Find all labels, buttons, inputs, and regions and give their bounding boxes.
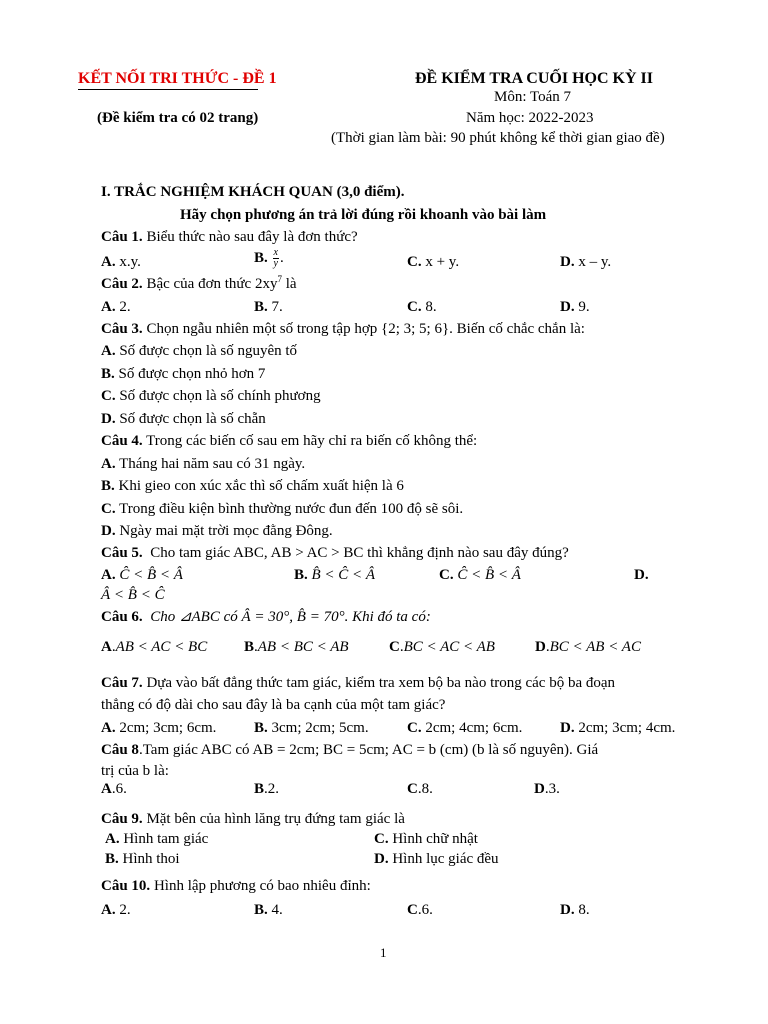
q2-option-d: D. 9. <box>560 299 590 315</box>
question-8: Câu 8.Tam giác ABC có AB = 2cm; BC = 5cm; AC = b (cm) (b là số nguyên). Giá <box>101 742 599 758</box>
q8-option-d: D.3. <box>534 781 560 797</box>
question-9: Câu 9. Mặt bên của hình lăng trụ đứng tam giác là <box>101 811 405 827</box>
q4-option-a: A. Tháng hai năm sau có 31 ngày. <box>101 456 306 472</box>
question-8-line-2: trị của b là: <box>101 763 169 779</box>
time-note: (Thời gian làm bài: 90 phút không kể thời gian giao đề) <box>331 130 665 146</box>
page-number: 1 <box>380 945 387 960</box>
q8-option-c: C.8. <box>407 781 433 797</box>
q2-option-a: A. 2. <box>101 299 131 315</box>
q3-option-b: B. Số được chọn nhỏ hơn 7 <box>101 366 266 382</box>
q3-option-d: D. Số được chọn là số chẵn <box>101 411 266 427</box>
school-year: Năm học: 2022-2023 <box>466 110 594 126</box>
q6-option-c: C.BC < AC < AB <box>389 639 495 655</box>
question-6: Câu 6. Cho ⊿ABC có Â = 30°, B̂ = 70°. Khi đó ta có: <box>101 609 431 625</box>
q4-option-c: C. Trong điều kiện bình thường nước đun đến 100 độ sẽ sôi. <box>101 501 464 517</box>
exam-title: ĐỀ KIỂM TRA CUỐI HỌC KỲ II <box>415 70 653 87</box>
q9-option-b: B. Hình thoi <box>105 851 180 867</box>
q4-option-b: B. Khi gieo con xúc xắc thì số chấm xuất hiện là 6 <box>101 478 404 494</box>
subject: Môn: Toán 7 <box>494 89 572 105</box>
q7-option-c: C. 2cm; 4cm; 6cm. <box>407 720 523 736</box>
q5-option-b: B. B̂ < Ĉ < Â <box>294 567 376 583</box>
q2-option-b: B. 7. <box>254 299 283 315</box>
q10-option-a: A. 2. <box>101 902 131 918</box>
question-10: Câu 10. Hình lập phương có bao nhiêu đỉnh: <box>101 878 371 894</box>
q1-option-d: D. x – y. <box>560 254 612 270</box>
q5-option-d-letter: D. <box>634 567 649 583</box>
question-7: Câu 7. Dựa vào bất đẳng thức tam giác, kiểm tra xem bộ ba nào trong các bộ ba đoạn <box>101 675 616 691</box>
q9-option-a: A. Hình tam giác <box>105 831 209 847</box>
q1-option-a: A. x.y. <box>101 254 141 270</box>
series-title: KẾT NỐI TRI THỨC - ĐỀ 1 <box>78 70 277 87</box>
q4-option-d: D. Ngày mai mặt trời mọc đằng Đông. <box>101 523 333 539</box>
q10-option-b: B. 4. <box>254 902 283 918</box>
pages-note: (Đề kiểm tra có 02 trang) <box>97 110 259 126</box>
fraction-x-over-y: $\frac{x}{y}$ <box>273 247 278 269</box>
q6-option-a: A.AB < AC < BC <box>101 639 208 655</box>
q5-option-a: A. Ĉ < B̂ < Â <box>101 567 183 583</box>
q1-option-b: B. $\frac{x}{y}$ . <box>254 247 284 269</box>
q7-option-d: D. 2cm; 3cm; 4cm. <box>560 720 676 736</box>
section-title: I. TRẮC NGHIỆM KHÁCH QUAN (3,0 điểm). <box>101 184 405 200</box>
q1-option-c: C. x + y. <box>407 254 460 270</box>
q8-option-a: A.6. <box>101 781 127 797</box>
question-1: Câu 1. Biểu thức nào sau đây là đơn thức? <box>101 229 358 245</box>
q3-option-a: A. Số được chọn là số nguyên tố <box>101 343 298 359</box>
section-instruction: Hãy chọn phương án trả lời đúng rồi khoanh vào bài làm <box>180 207 547 223</box>
q6-option-d: D.BC < AB < AC <box>535 639 641 655</box>
q10-option-d: D. 8. <box>560 902 590 918</box>
q7-option-a: A. 2cm; 3cm; 6cm. <box>101 720 217 736</box>
question-7-line-2: thẳng có độ dài cho sau đây là ba cạnh của một tam giác? <box>101 697 446 713</box>
q9-option-c: C. Hình chữ nhật <box>374 831 478 847</box>
q5-option-d: Â < B̂ < Ĉ <box>101 587 165 603</box>
q5-option-c: C. Ĉ < B̂ < Â <box>439 567 521 583</box>
question-5: Câu 5. Cho tam giác ABC, AB > AC > BC thì khẳng định nào sau đây đúng? <box>101 545 569 561</box>
q3-option-c: C. Số được chọn là số chính phương <box>101 388 321 404</box>
q9-option-d: D. Hình lục giác đều <box>374 851 499 867</box>
q2-option-c: C. 8. <box>407 299 437 315</box>
series-underline <box>78 89 258 90</box>
q10-option-c: C.6. <box>407 902 433 918</box>
question-4: Câu 4. Trong các biến cố sau em hãy chỉ ra biến cố không thể: <box>101 433 478 449</box>
question-3: Câu 3. Chọn ngẫu nhiên một số trong tập hợp {2; 3; 5; 6}. Biến cố chắc chắn là: <box>101 321 585 337</box>
q7-option-b: B. 3cm; 2cm; 5cm. <box>254 720 369 736</box>
q8-option-b: B.2. <box>254 781 280 797</box>
q6-option-b: B.AB < BC < AB <box>244 639 349 655</box>
question-2: Câu 2. Bậc của đơn thức $2xy^7$ là <box>101 274 297 292</box>
